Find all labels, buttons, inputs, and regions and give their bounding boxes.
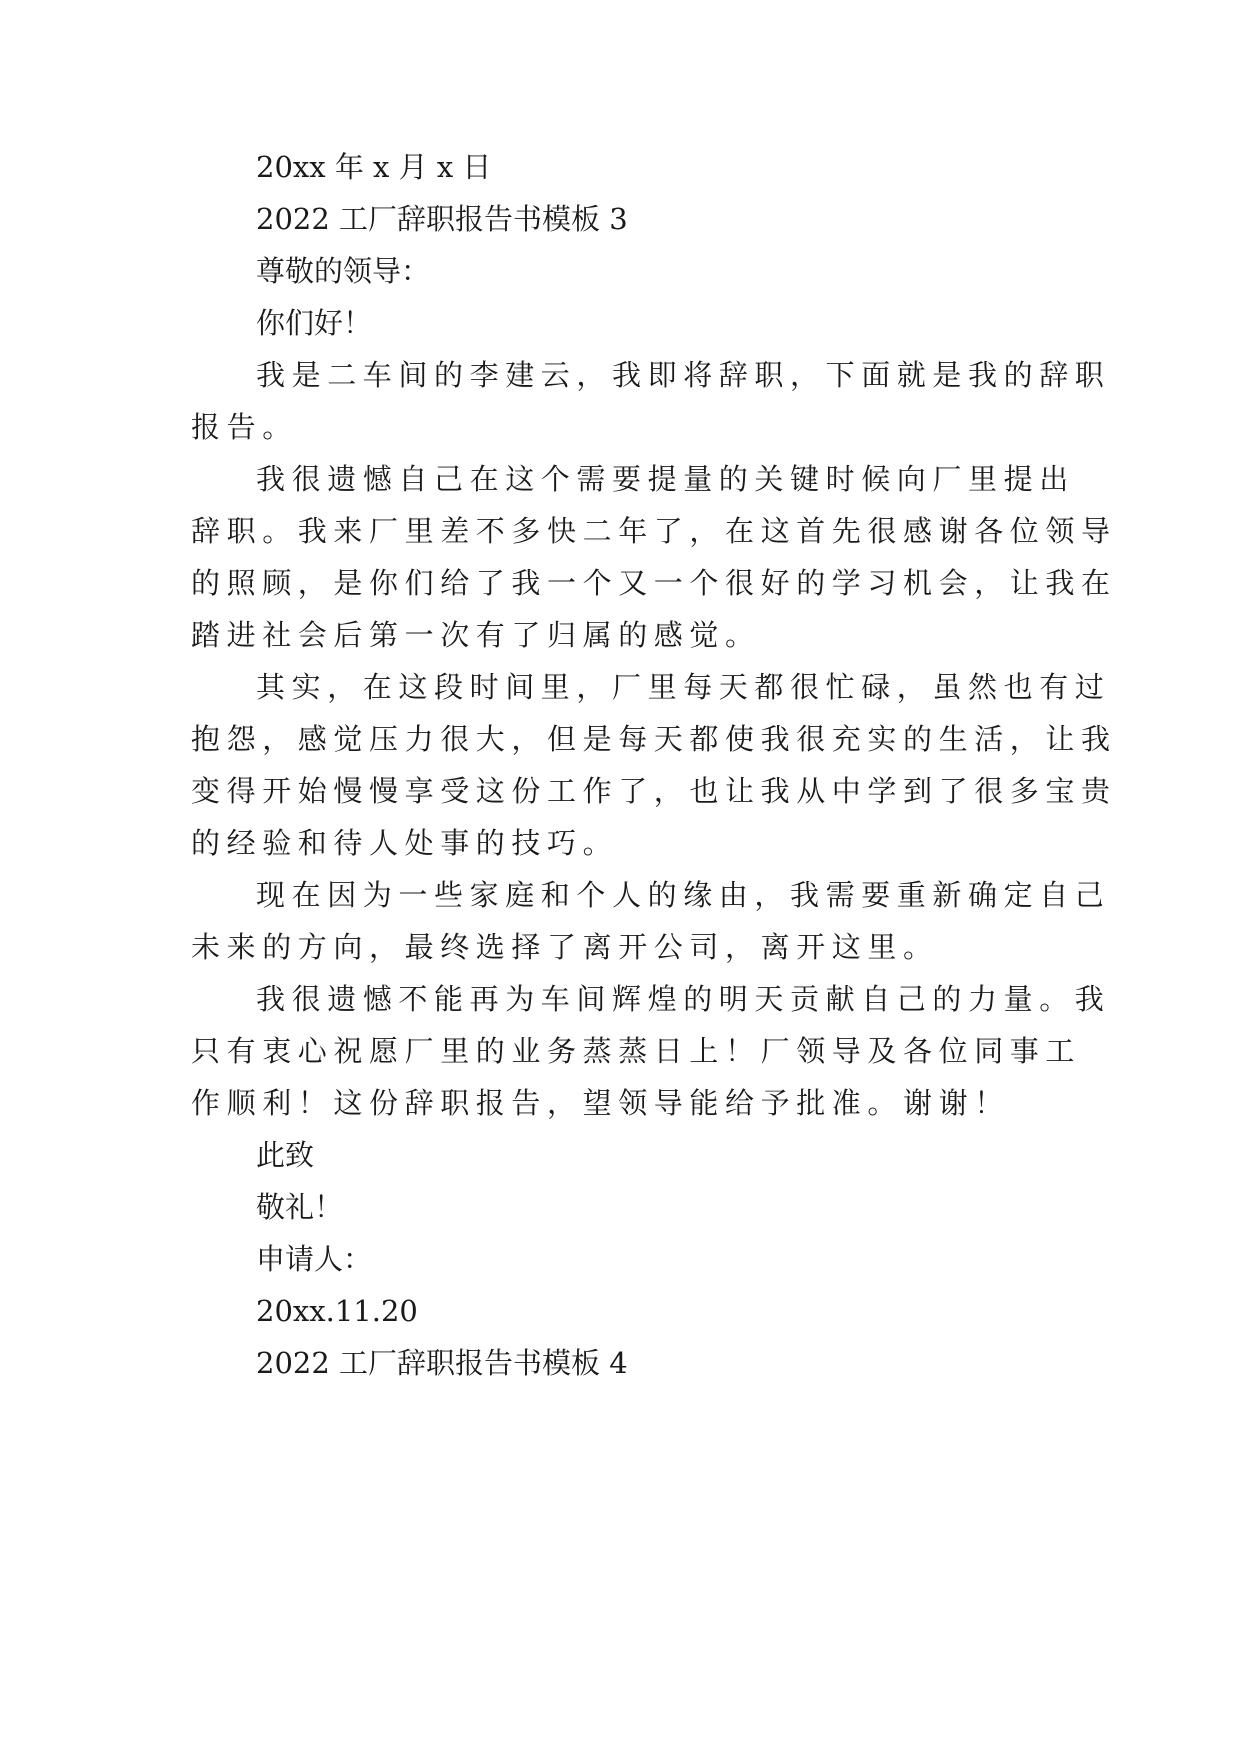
- paragraph-line: 其实，在这段时间里，厂里每天都很忙碌，虽然也有过: [256, 670, 1111, 704]
- paragraph-line: 的经验和待人处事的技巧。: [191, 826, 619, 860]
- paragraph-line: 报告。: [191, 410, 298, 444]
- paragraph-line: 变得开始慢慢享受这份工作了，也让我从中学到了很多宝贵: [191, 774, 1117, 808]
- paragraph-line: 辞职。我来厂里差不多快二年了，在这首先很感谢各位领导: [191, 514, 1117, 548]
- paragraph-line: 抱怨，感觉压力很大，但是每天都使我很充实的生活，让我: [191, 722, 1117, 756]
- paragraph-line: 只有衷心祝愿厂里的业务蒸蒸日上！厂领导及各位同事工: [191, 1034, 1082, 1068]
- paragraph-line: 未来的方向，最终选择了离开公司，离开这里。: [191, 930, 939, 964]
- paragraph-line: 我很遗憾不能再为车间辉煌的明天贡献自己的力量。我: [256, 982, 1111, 1016]
- closing-2: 敬礼！: [256, 1190, 344, 1224]
- sign-date: 20xx.11.20: [256, 1294, 418, 1328]
- paragraph-line: 的照顾，是你们给了我一个又一个很好的学习机会，让我在: [191, 566, 1117, 600]
- paragraph-line: 我是二车间的李建云，我即将辞职，下面就是我的辞职: [256, 358, 1111, 392]
- header-date: 20xx 年 x 月 x 日: [256, 150, 492, 184]
- applicant-label: 申请人：: [256, 1242, 373, 1276]
- section-title-4: 2022 工厂辞职报告书模板 4: [256, 1346, 628, 1380]
- paragraph-line: 现在因为一些家庭和个人的缘由，我需要重新确定自己: [256, 878, 1111, 912]
- paragraph-line: 我很遗憾自己在这个需要提量的关键时候向厂里提出: [256, 462, 1075, 496]
- paragraph-line: 踏进社会后第一次有了归属的感觉。: [191, 618, 761, 652]
- closing-1: 此致: [256, 1138, 315, 1172]
- salutation: 尊敬的领导：: [256, 254, 431, 288]
- section-title-3: 2022 工厂辞职报告书模板 3: [256, 202, 628, 236]
- paragraph-line: 作顺利！这份辞职报告，望领导能给予批准。谢谢！: [191, 1086, 1010, 1120]
- greeting: 你们好！: [256, 306, 373, 340]
